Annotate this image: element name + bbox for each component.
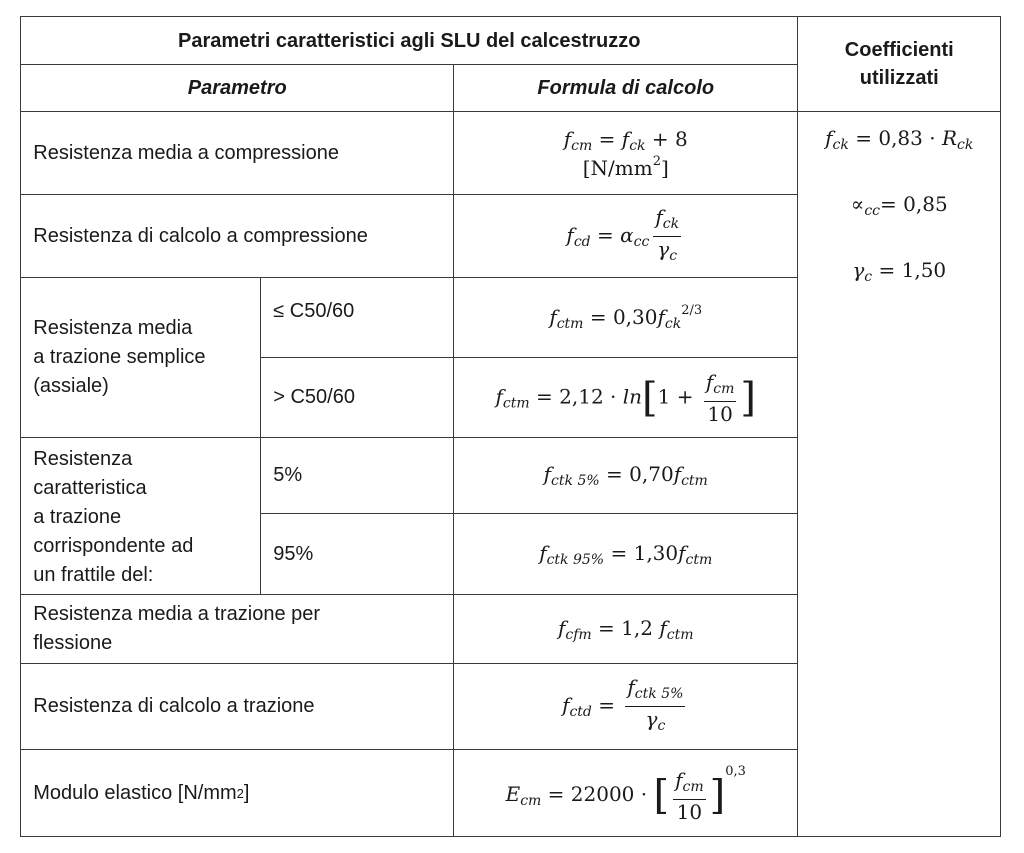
coef-fck: $f_{ck} = 0,83 \cdot R_{ck}$ — [825, 126, 974, 154]
row-label: Modulo elastico [N/mm 2 ] — [33, 781, 250, 804]
header-param-cell — [20, 64, 454, 112]
formula-fctm-a: $f_{ctm} = 0,30f_{ck}^{2/3}$ — [549, 303, 703, 333]
formula-fcfm: $f_{cfm} = 1,2$ $f_{ctm}$ — [557, 615, 694, 643]
header-formula-cell — [453, 64, 798, 112]
row-mean-compression-formula-cell — [453, 111, 798, 195]
row-design-compression-label-cell — [20, 194, 454, 278]
formula-fctk95: $f_{ctk 95\%} = 1,30f_{ctm}$ — [539, 540, 713, 568]
header-coefficients-line2: utilizzati — [859, 67, 939, 90]
header-group-title-cell — [20, 16, 798, 65]
row-label: Resistenza media a trazione semplice (assiale) — [33, 317, 206, 398]
row-char-tension-sub-a-cell — [260, 437, 454, 514]
formula-fctk5: $f_{ctk 5\%} = 0,70f_{ctm}$ — [543, 462, 708, 490]
header-group-title: Parametri caratteristici agli SLU del calcestruzzo — [178, 29, 641, 52]
row-flexural-tension-formula-cell — [453, 594, 798, 664]
header-coefficients-line1: Coefficienti — [844, 39, 954, 62]
header-coefficients-title — [798, 17, 1000, 111]
row-mean-tension-sub-b-cell — [260, 357, 454, 438]
row-mean-compression-label-cell — [20, 111, 454, 195]
row-label: Resistenza caratteristica a trazione corrispondente ad un frattile del: — [33, 448, 194, 587]
row-design-compression-formula-cell — [453, 194, 798, 278]
header-param: Parametro — [187, 77, 287, 100]
row-elastic-modulus-formula-cell — [453, 749, 798, 837]
fractile-label: 5% — [273, 464, 303, 487]
row-label: Resistenza di calcolo a trazione — [33, 695, 315, 718]
row-mean-tension-formula-a-cell — [453, 277, 798, 358]
row-design-tension-formula-cell — [453, 663, 798, 750]
row-char-tension-sub-b-cell — [260, 513, 454, 595]
concrete-parameters-table — [21, 17, 1001, 837]
row-char-tension-label-cell — [20, 437, 261, 595]
fractile-label: 95% — [273, 542, 314, 565]
formula-unit: $[N/mm^2]$ — [582, 153, 669, 180]
formula-fcd: $f_{cd} = \alpha_{cc}$ $\frac{f_{ck}}{\gamma_c}$ — [566, 204, 680, 264]
row-elastic-modulus-label-cell — [20, 749, 454, 837]
row-design-tension-label-cell — [20, 663, 454, 750]
header-coefficients-cell — [797, 16, 1001, 112]
row-char-tension-formula-a-cell — [453, 437, 798, 514]
row-mean-tension-formula-b-cell — [453, 357, 798, 438]
formula-fctd: $f_{ctd}$ = $\frac{f_{ctk 5\%}}{\gamma_c}$ — [562, 675, 684, 735]
formula-fcm: $f_{cm} = f_{ck} + 8$ $[N/mm^2]$ — [563, 126, 688, 180]
coef-gamma-c: $\gamma_c = 1,50$ — [852, 258, 947, 286]
row-label: Resistenza media a trazione per flessione — [33, 603, 321, 655]
row-mean-tension-sub-a-cell — [260, 277, 454, 358]
row-label: Resistenza di calcolo a compressione — [33, 224, 368, 247]
header-formula: Formula di calcolo — [537, 77, 715, 100]
coefficients-cell — [797, 111, 1001, 837]
row-label: Resistenza media a compressione — [33, 141, 339, 164]
class-range-label: > C50/60 — [273, 386, 355, 409]
formula-ecm: $E_{cm} = 22000$ · [ $\frac{f_{cm}}{10}$ ]$^{0,3}$ — [505, 764, 746, 824]
formula-fctm-b: $f_{ctm} = 2,12 \cdot \ln[1$ + $\frac{f_{cm}}{10}$ ] — [495, 369, 756, 426]
row-mean-tension-label-cell — [20, 277, 261, 438]
row-flexural-tension-label-cell — [20, 594, 454, 664]
class-range-label: ≤ C50/60 — [273, 300, 355, 323]
row-char-tension-formula-b-cell — [453, 513, 798, 595]
coef-alpha-cc: $\propto_{cc}= 0,85$ — [850, 192, 948, 220]
